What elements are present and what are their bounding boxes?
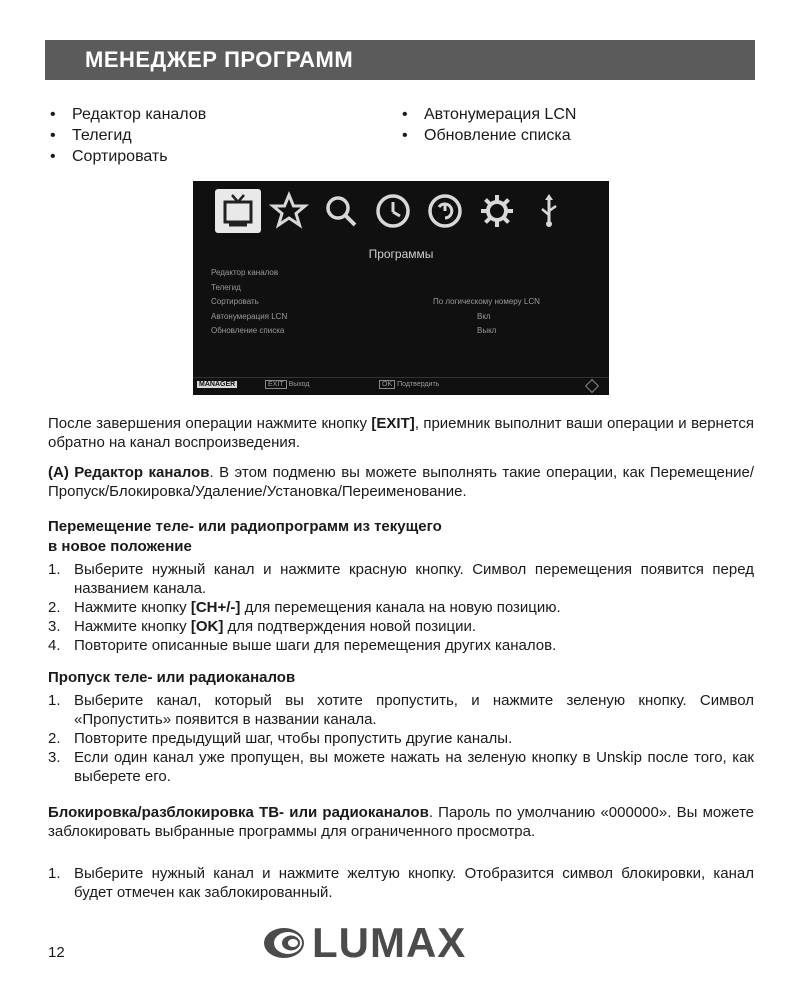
list-item [48, 560, 754, 598]
tv-menu-value: Вкл [477, 311, 491, 321]
tv-menu-item: Телегид [211, 282, 241, 292]
ok-hint-text: Подтвердить [397, 381, 440, 388]
item-text: для подтверждения новой позиции. [223, 618, 476, 635]
list-item [48, 748, 754, 786]
tv-hint-bar [193, 377, 609, 394]
section-title: МЕНЕДЖЕР ПРОГРАММ [85, 47, 354, 72]
channel-editor-heading: (A) Редактор каналов [48, 464, 210, 481]
tv-menu-list [211, 266, 287, 339]
list-item [48, 617, 754, 636]
page-number: 12 [48, 944, 65, 961]
item-text: для перемещения канала на новую позицию. [240, 599, 561, 616]
tv-menu-value: По логическому номеру LCN [433, 297, 540, 306]
tv-menu-item: Редактор каналов [211, 268, 279, 277]
nav-diamond-icon [585, 379, 599, 393]
gear-icon [477, 191, 517, 231]
item-number: 1. [48, 692, 61, 709]
bullet-item: • Обновление списка [402, 125, 576, 146]
bullet-list-left [50, 104, 206, 167]
item-text: Выберите нужный канал и нажмите желтую кнопку. Отобразится символ блокировки, канал будет отмечен как заблокированный. [74, 865, 754, 901]
exit-key: [EXIT] [371, 415, 415, 432]
move-heading-line1: Перемещение теле- или радиопрограмм из текущего [48, 518, 442, 535]
tv-menu-title: Программы [368, 247, 434, 261]
para-text: , приемник выполнит ваши операции и вернется обратно на канал воспроизведения. [48, 415, 755, 451]
ch-key: [CH+/-] [190, 599, 241, 616]
tv-icon [215, 189, 261, 233]
tv-menu-value: Выкл [477, 326, 497, 335]
list-item [48, 691, 754, 729]
clock-icon [373, 191, 413, 231]
para-text: После завершения операции нажмите кнопку [48, 415, 372, 432]
exit-hint-text: Выход [288, 381, 310, 388]
item-text: Повторите предыдущий шаг, чтобы пропустить другие каналы. [74, 730, 513, 747]
tv-icon-bar [215, 189, 595, 233]
item-number: 1. [48, 561, 61, 578]
list-item [48, 598, 754, 617]
item-number: 2. [48, 730, 61, 747]
item-number: 3. [48, 749, 61, 766]
lumax-logo [262, 919, 467, 966]
tv-hint-exit [265, 381, 310, 388]
item-text: Выберите нужный канал и нажмите красную кнопку. Символ перемещения появится перед названием канала. [74, 561, 754, 597]
lock-heading: Блокировка/разблокировка ТВ- или радиоканалов [48, 804, 429, 821]
item-number: 2. [48, 599, 61, 616]
tv-hint-ok [379, 381, 439, 388]
usb-icon [529, 191, 569, 231]
ok-key-label: OK [379, 380, 395, 389]
logo-mark-icon [262, 926, 306, 960]
move-heading-line2: в новое положение [48, 538, 192, 555]
ok-key: [OK] [190, 618, 224, 635]
bullet-list-right [402, 104, 576, 146]
list-item [48, 636, 754, 655]
item-text: Выберите канал, который вы хотите пропустить, и нажмите зеленую кнопку. Символ «Пропустить» появится в названии канала. [74, 692, 754, 728]
item-number: 3. [48, 618, 61, 635]
skip-steps-list [48, 691, 754, 786]
bullet-item: • Сортировать [50, 146, 206, 167]
bullet-item: • Телегид [50, 125, 206, 146]
item-number: 4. [48, 637, 61, 654]
tv-manager-badge: MANAGER [199, 381, 236, 388]
search-icon [321, 191, 361, 231]
move-steps-list [48, 560, 754, 655]
tv-menu-values [433, 295, 540, 339]
item-text: Нажмите кнопку [74, 618, 191, 635]
timer-icon [425, 191, 465, 231]
bullet-item: • Автонумерация LCN [402, 104, 576, 125]
paragraph-exit [48, 414, 754, 452]
item-number: 1. [48, 865, 61, 882]
paragraph-lock [48, 803, 754, 841]
paragraph-channel-editor [48, 463, 754, 501]
lock-steps-list [48, 864, 754, 902]
tv-menu-item: Обновление списка [211, 326, 285, 335]
star-icon [269, 191, 309, 231]
logo-text: LUMAX [312, 919, 467, 966]
skip-heading: Пропуск теле- или радиоканалов [48, 669, 296, 686]
para-text: . Пароль по умолчанию «000000». Вы можете заблокировать выбранные программы для ограниченного просмотра. [48, 804, 754, 840]
tv-menu-screenshot [193, 181, 609, 395]
exit-key-label: EXIT [265, 380, 287, 389]
section-header [45, 40, 755, 80]
tv-menu-item: Сортировать [211, 297, 259, 306]
tv-menu-item: Автонумерация LCN [211, 311, 288, 321]
item-text: Нажмите кнопку [74, 599, 191, 616]
item-text: Повторите описанные выше шаги для перемещения других каналов. [74, 637, 557, 654]
item-text: Если один канал уже пропущен, вы можете нажать на зеленую кнопку в Unskip после того, как выберете его. [74, 749, 754, 785]
bullet-item: • Редактор каналов [50, 104, 206, 125]
list-item [48, 729, 754, 748]
para-text: . В этом подменю вы можете выполнять такие операции, как Перемещение/Пропуск/Блокировка/Удаление/Установка/Переименование. [48, 464, 754, 500]
list-item [48, 864, 754, 902]
